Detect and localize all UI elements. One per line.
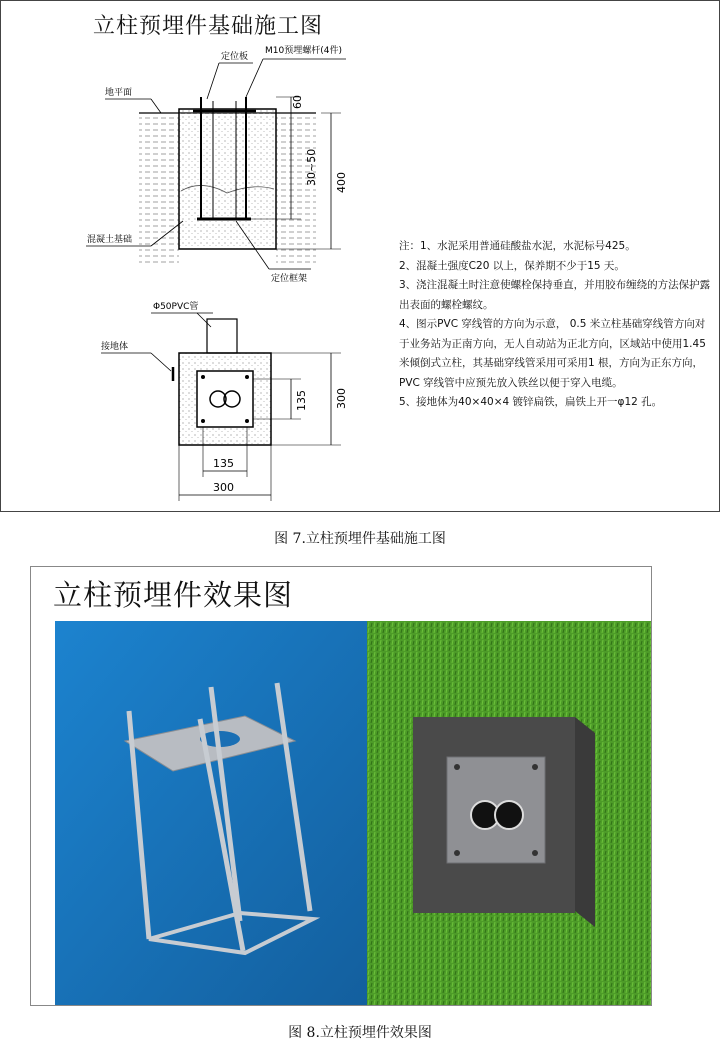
label-grounding: 接地体 — [101, 342, 129, 352]
note-4: 4、图示PVC 穿线管的方向为示意， 0.5 米立柱基础穿线管方向对于业务站为正南方向，无人自动站为正北方向，区域站中使用1.45 米倾倒式立柱，其基础穿线管采用可采用1 根，方向为正东方向，PVC 穿线管中应预先放入铁丝以便于穿入电缆。 — [399, 318, 706, 389]
soil-right — [276, 113, 316, 263]
leader-plate — [207, 63, 219, 99]
render-title: 立柱预埋件效果图 — [53, 578, 294, 612]
soil-left — [139, 113, 179, 263]
note-2: 2、混凝土强度C20 以上，保养期不少于15 天。 — [399, 259, 625, 272]
concrete-block-section — [179, 109, 276, 249]
plan-plate — [197, 371, 253, 427]
plate-bolt-tl — [454, 764, 460, 770]
render-figure — [30, 566, 652, 1006]
pipe-hole-right — [495, 801, 523, 829]
dim-400: 400 — [335, 172, 348, 193]
label-bolt: M10预埋螺杆(4件) — [265, 46, 342, 56]
block-right-side — [575, 717, 595, 927]
plan-bolt-br — [245, 419, 249, 423]
dim-300v: 300 — [335, 388, 348, 409]
leader-ground-diag — [151, 99, 161, 113]
plate-bolt-bl — [454, 850, 460, 856]
frame-render-panel — [55, 621, 367, 1005]
caption-figure-8: 图 8.立柱预埋件效果图 — [288, 1025, 432, 1041]
construction-drawing — [0, 0, 720, 512]
label-positioning-plate: 定位板 — [221, 52, 249, 62]
note-1: 注：1、水泥采用普通硅酸盐水泥，水泥标号425。 — [399, 240, 636, 252]
block-render-panel — [367, 621, 651, 1005]
dim-135h: 135 — [213, 457, 234, 470]
note-5: 5、接地体为40×40×4 镀锌扁铁，扁铁上开一φ12 孔。 — [399, 396, 663, 408]
dim-300h: 300 — [213, 481, 234, 494]
plan-bolt-bl — [201, 419, 205, 423]
dim-60: 60 — [291, 95, 304, 109]
plan-bolt-tr — [245, 375, 249, 379]
drawing-title: 立柱预埋件基础施工图 — [93, 14, 324, 39]
caption-figure-7: 图 7.立柱预埋件基础施工图 — [274, 531, 446, 547]
dim-135v: 135 — [295, 390, 308, 411]
plan-bolt-tl — [201, 375, 205, 379]
label-frame: 定位框架 — [271, 274, 308, 284]
plate-bolt-br — [532, 850, 538, 856]
pvc-pipe — [207, 319, 237, 353]
label-ground: 地平面 — [105, 88, 133, 98]
label-concrete: 混凝土基础 — [87, 235, 133, 245]
note-3: 3、浇注混凝土时注意使螺栓保持垂直，并用胶布缠绕的方法保护露出表面的螺栓螺纹。 — [399, 279, 711, 311]
construction-diagram — [1, 1, 401, 511]
notes — [399, 237, 714, 413]
label-pvc: Φ50PVC管 — [153, 302, 199, 312]
plate-bolt-tr — [532, 764, 538, 770]
leader-grounding-diag — [151, 353, 171, 371]
dim-3050: 30~50 — [305, 148, 318, 186]
leader-bolt — [246, 59, 263, 97]
